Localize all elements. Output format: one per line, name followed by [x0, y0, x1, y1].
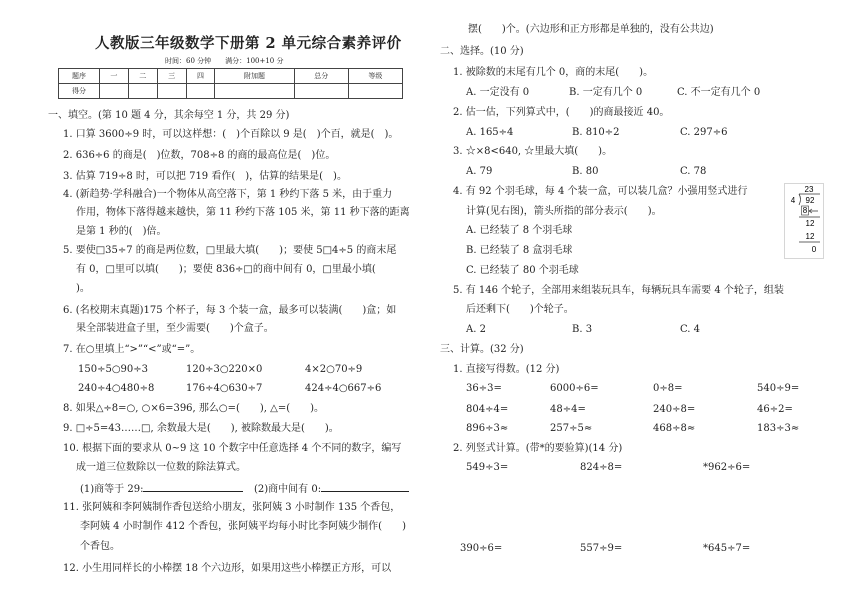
score-cell: 四 — [186, 69, 215, 84]
score-input-cell[interactable] — [128, 84, 157, 99]
oral-calc-item: 804÷4= — [466, 404, 509, 415]
division-bracket — [799, 194, 801, 205]
oral-calc-item: 257÷5≈ — [550, 423, 593, 434]
section3-title: 三、计算。(32 分) — [440, 344, 524, 355]
question-4-line2: 作用，物体下落得越来越快，第 11 秒约下落 105 米，第 11 秒下落的距离 — [76, 207, 410, 218]
answer-blank[interactable] — [321, 481, 409, 492]
oral-calc-item: 540÷9= — [757, 383, 800, 394]
question-10-part1-label: (1)商等于 29: — [80, 484, 144, 495]
figure-frame — [785, 184, 824, 259]
answer-blank[interactable] — [143, 481, 243, 492]
score-table-header-row — [59, 69, 403, 84]
choice-4-line2: 计算(见右图)，箭头所指的部分表示( )。 — [466, 206, 662, 217]
score-cell: 三 — [157, 69, 186, 84]
question-11-line1: 11. 张阿姨和李阿姨制作香包送给小朋友，张阿姨 3 小时制作 135 个香包， — [63, 502, 401, 513]
option[interactable]: A. 165÷4 — [466, 127, 514, 138]
choice-3: 3. ☆×8<640, ☆里最大填( )。 — [453, 146, 613, 157]
option[interactable]: A. 2 — [466, 324, 486, 335]
oral-calc-item: 896÷3≈ — [466, 423, 509, 434]
vertical-calc-item: 824÷8= — [580, 462, 623, 473]
question-10-part2 — [254, 481, 409, 496]
question-12-line2: 摆( )个。(六边形和正方形都是单独的，没有公共边) — [468, 24, 714, 35]
option[interactable]: A. 一定没有 0 — [466, 87, 530, 98]
question-4-line1: 4. (新趋势·学科融合)一个物体从高空落下，第 1 秒约下落 5 米，由于重力 — [63, 189, 393, 200]
remainder-step2: 0 — [811, 245, 817, 254]
score-cell: 得分 — [59, 84, 100, 99]
choice-2: 2. 估一估，下列算式中，( )的商最接近 40。 — [453, 107, 670, 118]
choice-1: 1. 被除数的末尾有几个 0，商的末尾( )。 — [453, 67, 654, 78]
option[interactable]: B. 810÷2 — [572, 127, 620, 138]
score-cell: 总分 — [294, 69, 348, 84]
score-cell: 一 — [100, 69, 129, 84]
oral-calc-item: 0÷8= — [653, 383, 683, 394]
question-5-line3: )。 — [76, 283, 90, 294]
question-4-line3: 是第 1 秒的( )倍。 — [76, 226, 167, 237]
section1-title: 一、填空。(第 10 题 4 分，其余每空 1 分，共 29 分) — [48, 110, 290, 121]
question-1: 1. 口算 3600÷9 时，可以这样想：( )个百除以 9 是( )个百，就是( )。 — [63, 129, 399, 140]
section2-title: 二、选择。(10 分) — [440, 46, 524, 57]
dividend: 92 — [805, 196, 815, 205]
question-8: 8. 如果△÷8=○, ○×6=396, 那么○=( ), △=( )。 — [63, 403, 325, 414]
oral-calc-item: 6000÷6= — [550, 383, 599, 394]
oral-calc-item: 183÷3≈ — [757, 423, 800, 434]
question-10-part1 — [80, 481, 243, 496]
question-9: 9. □÷5=43……□, 余数最大是( ), 被除数最大是( )。 — [63, 423, 339, 434]
question-5-line1: 5. 要使□35÷7 的商是两位数，□里最大填( )；要使 5□4÷5 的商末尾 — [63, 245, 397, 256]
score-cell: 等级 — [348, 69, 402, 84]
calc2-title: 2. 列竖式计算。(带*的要验算)(14 分) — [453, 443, 623, 454]
question-6-line1: 6. (名校期末真题)175 个杯子，每 3 个装一盒，最多可以装满( )盒；如 — [63, 305, 397, 316]
score-cell: 二 — [128, 69, 157, 84]
option[interactable]: C. 不一定有几个 0 — [677, 87, 761, 98]
score-table — [58, 68, 403, 99]
question-12-line1: 12. 小生用同样长的小棒摆 18 个六边形，如果用这些小棒摆正方形，可以 — [63, 563, 392, 574]
oral-calc-item: 240÷8= — [653, 404, 696, 415]
question-6-line2: 果全部装进盒子里，至少需要( )个盒子。 — [76, 323, 274, 334]
option[interactable]: B. 已经装了 8 盒羽毛球 — [466, 245, 573, 256]
question-2: 2. 636÷6 的商是( )位数，708÷8 的商的最高位是( )位。 — [63, 150, 336, 161]
arrow-icon — [809, 209, 818, 213]
compare-item: 120÷3○220×0 — [186, 364, 263, 375]
calc1-title: 1. 直接写得数。(12 分) — [453, 364, 560, 375]
vertical-calc-item: *645÷7= — [703, 543, 751, 554]
score-input-cell[interactable] — [215, 84, 294, 99]
option[interactable]: C. 已经装了 80 个羽毛球 — [466, 265, 579, 276]
product-step1: 8 — [802, 206, 808, 215]
choice-5-line1: 5. 有 146 个轮子，全部用来组装玩具车，每辆玩具车需要 4 个轮子，组装 — [453, 285, 784, 296]
vertical-calc-item: *962÷6= — [703, 462, 751, 473]
choice-4-line1: 4. 有 92 个羽毛球，每 4 个装一盒，可以装几盒？小强用竖式进行 — [453, 186, 748, 197]
product-step2: 12 — [805, 232, 815, 241]
page-title: 人教版三年级数学下册第 2 单元综合素养评价 — [95, 35, 402, 52]
question-10-line2: 成一道三位数除以一位数的除法算式。 — [76, 462, 246, 473]
question-11-line2: 李阿姨 4 小时制作 412 个香包，张阿姨平均每小时比李阿姨少制作( ) — [80, 521, 406, 532]
option[interactable]: B. 80 — [572, 166, 599, 177]
oral-calc-item: 48÷4= — [550, 404, 586, 415]
vertical-calc-item: 549÷3= — [466, 462, 509, 473]
compare-item: 150÷5○90÷3 — [78, 364, 149, 375]
score-cell: 题序 — [59, 69, 100, 84]
compare-item: 4×2○70÷9 — [305, 364, 363, 375]
question-3: 3. 估算 719÷8 时，可以把 719 看作( )，估算的结果是( )。 — [63, 171, 347, 182]
compare-item: 176÷4○630÷7 — [186, 383, 263, 394]
option[interactable]: C. 78 — [680, 166, 707, 177]
vertical-calc-item: 557÷9= — [580, 543, 623, 554]
score-cell: 附加题 — [215, 69, 294, 84]
option[interactable]: B. 一定有几个 0 — [569, 87, 643, 98]
question-11-line3: 个香包。 — [80, 541, 120, 552]
score-input-cell[interactable] — [157, 84, 186, 99]
time-info: 时间：60 分钟 满分：100+10 分 — [165, 57, 284, 65]
compare-item: 240÷4○480÷8 — [78, 383, 155, 394]
quotient: 23 — [804, 185, 814, 194]
option[interactable]: C. 297÷6 — [680, 127, 728, 138]
remainder-step1: 12 — [805, 219, 815, 228]
divisor: 4 — [790, 196, 796, 205]
compare-item: 424÷4○667÷6 — [305, 383, 382, 394]
choice-5-line2: 后还剩下( )个轮子。 — [466, 304, 574, 315]
option[interactable]: C. 4 — [680, 324, 701, 335]
option[interactable]: A. 已经装了 8 个羽毛球 — [466, 225, 573, 236]
oral-calc-item: 46÷2= — [757, 404, 793, 415]
option[interactable]: B. 3 — [572, 324, 593, 335]
score-input-cell[interactable] — [348, 84, 402, 99]
score-input-cell[interactable] — [294, 84, 348, 99]
vertical-calc-item: 390÷6= — [460, 543, 503, 554]
question-7: 7. 在○里填上“>”“<”或“=”。 — [63, 344, 201, 355]
question-10-line1: 10. 根据下面的要求从 0~9 这 10 个数字中任意选择 4 个不同的数字，编写 — [63, 443, 402, 454]
option[interactable]: A. 79 — [466, 166, 493, 177]
score-input-cell[interactable] — [100, 84, 129, 99]
long-division-figure — [784, 183, 824, 259]
question-10-part2-label: (2)商中间有 0: — [254, 484, 322, 495]
score-table-score-row — [59, 84, 403, 99]
question-5-line2: 有 0，□里可以填( )；要使 836÷□的商中间有 0，□里最小填( — [76, 264, 396, 275]
oral-calc-item: 468÷8≈ — [653, 423, 696, 434]
oral-calc-item: 36÷3= — [466, 383, 502, 394]
score-input-cell[interactable] — [186, 84, 215, 99]
